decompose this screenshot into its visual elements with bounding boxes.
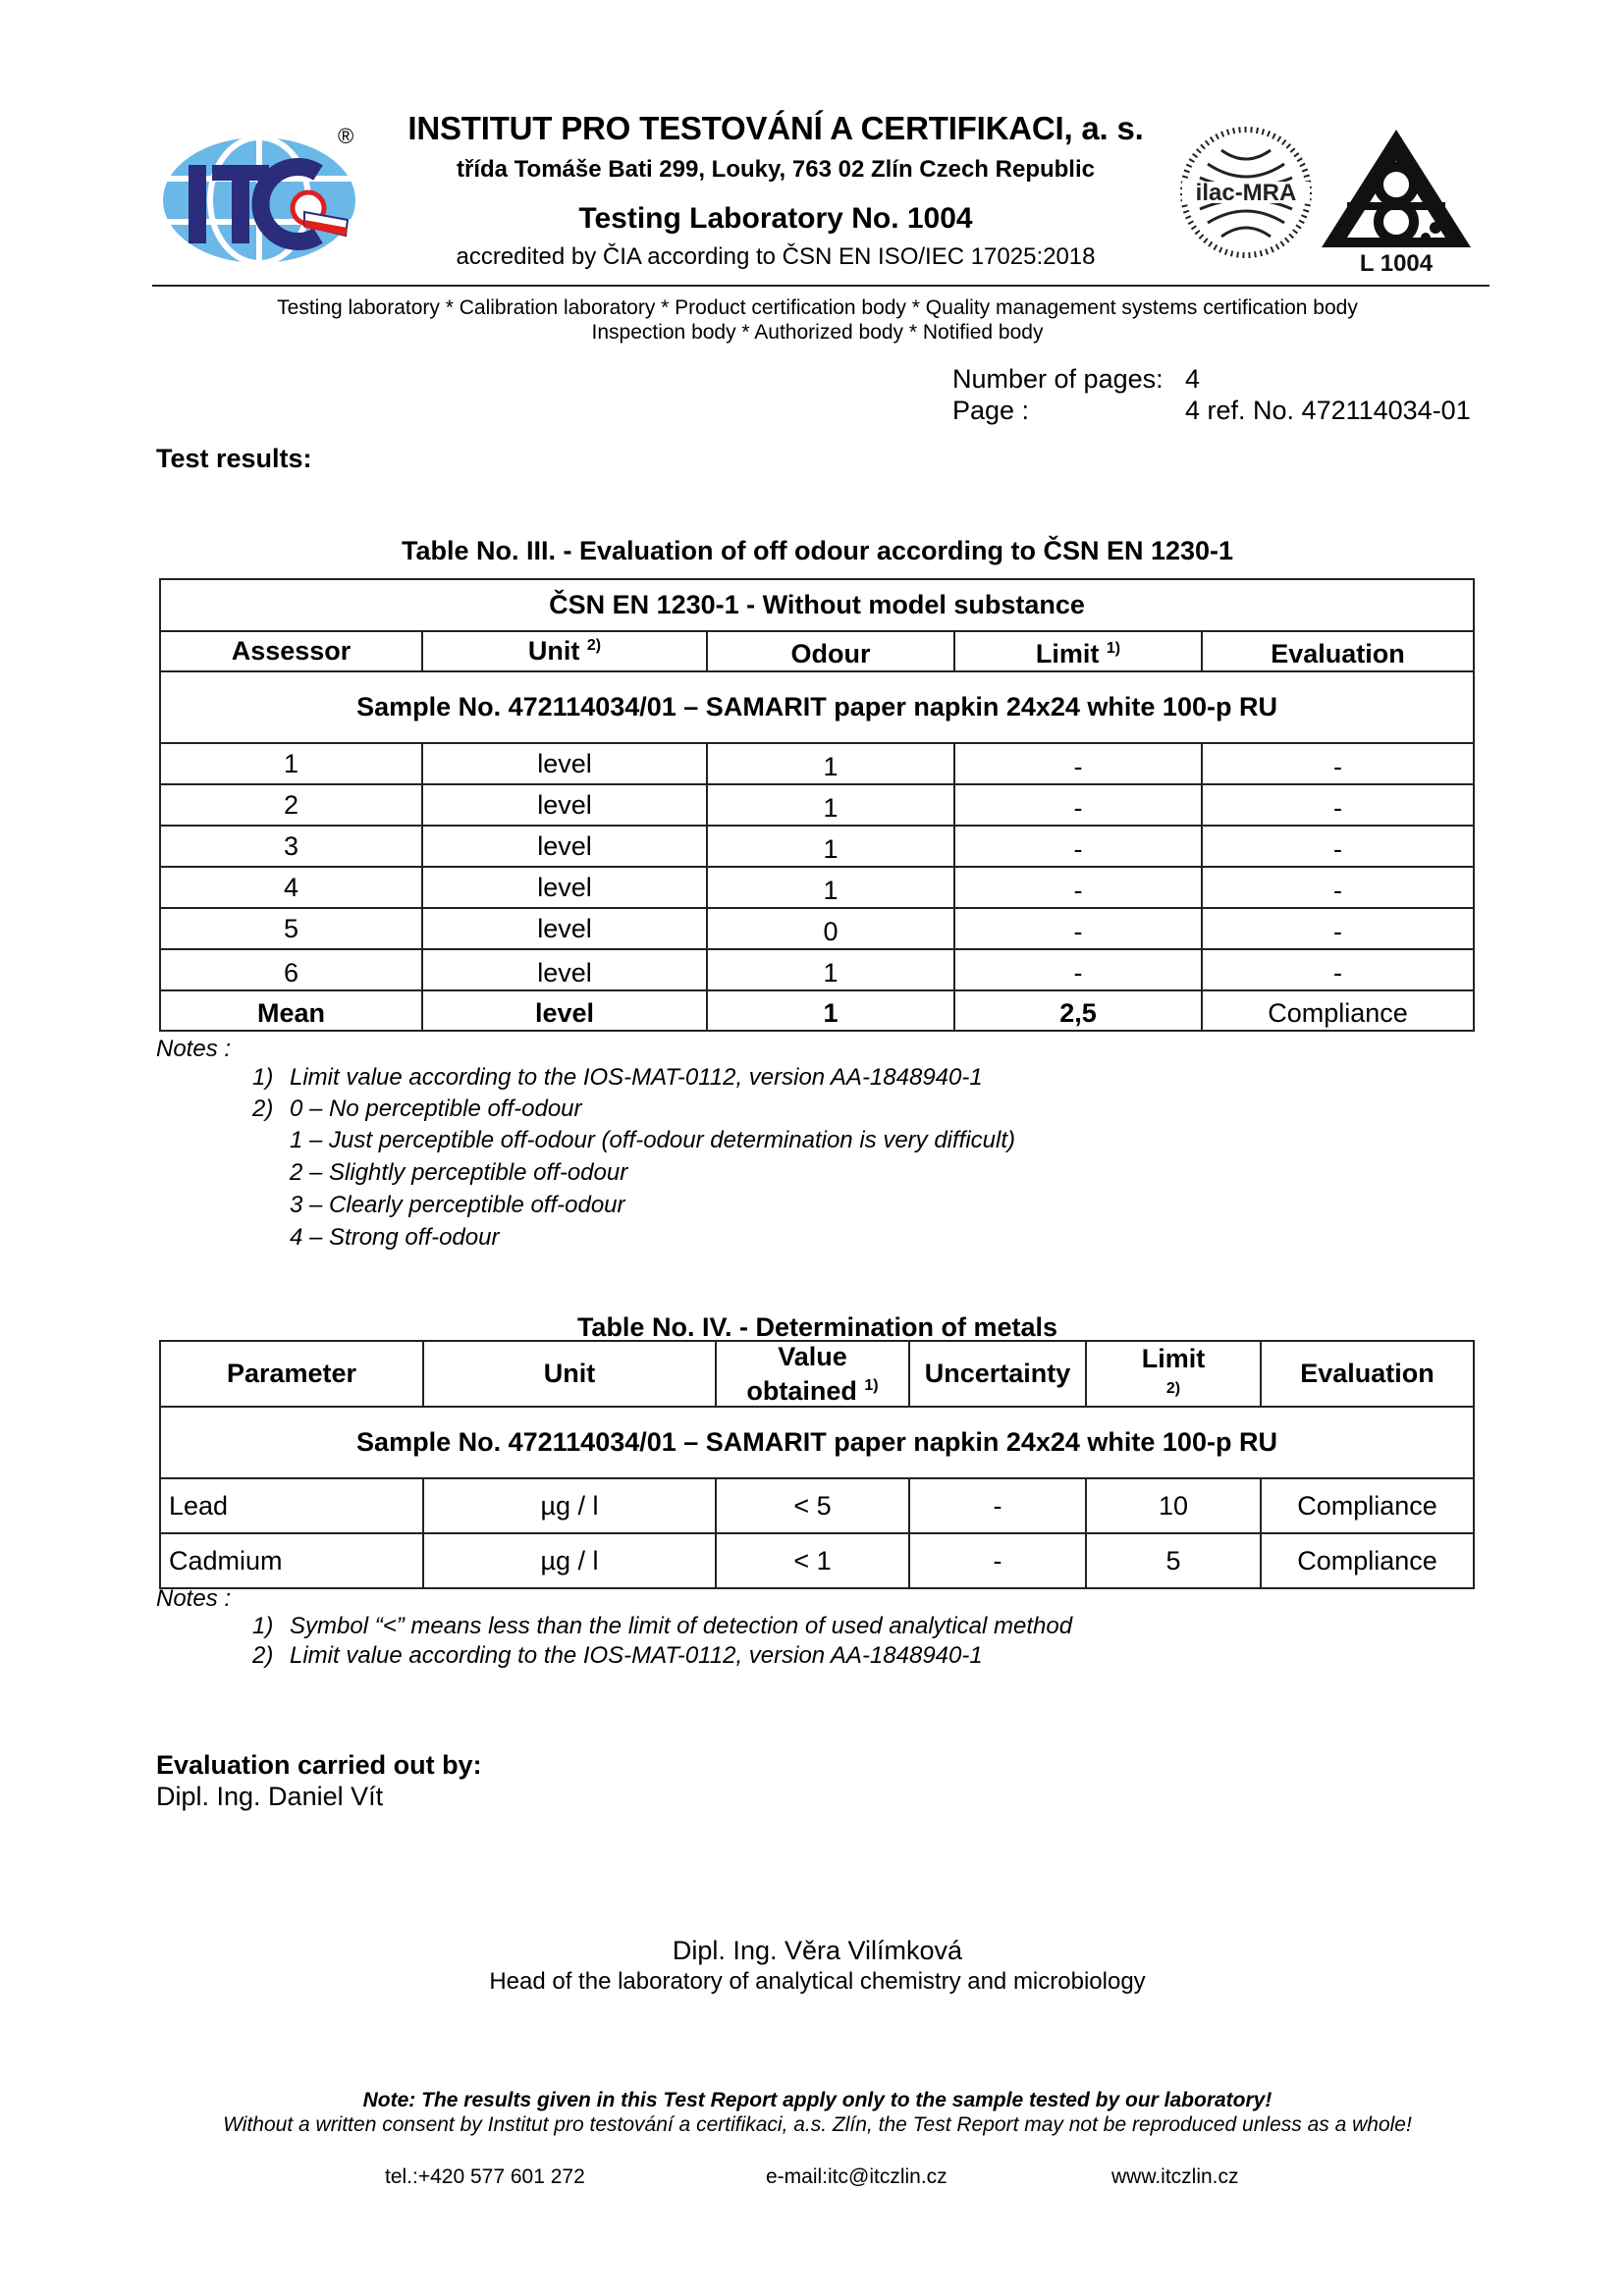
evaluation-cell: Compliance — [1261, 1533, 1474, 1588]
table3-caption: Table No. III. - Evaluation of off odour according to ČSN EN 1230-1 — [401, 536, 1234, 565]
table3-notes-label: Notes : — [156, 1036, 232, 1062]
note-item: 1) Limit value according to the IOS-MAT-0112, version AA-1848940-1 — [252, 1064, 983, 1091]
table-row — [160, 1533, 1474, 1588]
limit-cell: - — [954, 949, 1202, 990]
col-header-unit: Unit — [423, 1341, 716, 1407]
svg-text:ilac-MRA: ilac-MRA — [1195, 180, 1297, 206]
col-header-uncertainty: Uncertainty — [909, 1341, 1086, 1407]
table4-metals — [159, 1340, 1475, 1589]
limit-cell: - — [954, 826, 1202, 867]
table4-header-row — [160, 1341, 1474, 1407]
uncertainty-cell: - — [909, 1533, 1086, 1588]
odour-cell: 1 — [707, 784, 954, 826]
note-item: 2) 0 – No perceptible off-odour — [252, 1095, 582, 1122]
footer-disclaimer-1: Note: The results given in this Test Report apply only to the sample tested by our laboratory! — [362, 2089, 1272, 2111]
table-row — [160, 1478, 1474, 1533]
table4-notes-label: Notes : — [156, 1585, 232, 1612]
footer-phone: tel.:+420 577 601 272 — [385, 2165, 585, 2188]
unit-cell: level — [422, 949, 707, 990]
footer-website-link[interactable]: www.itczlin.cz — [1111, 2165, 1239, 2188]
signatory-name: Dipl. Ing. Věra Vilímková — [672, 1936, 963, 1965]
value-cell: < 1 — [716, 1533, 909, 1588]
table4-caption: Table No. IV. - Determination of metals — [576, 1312, 1058, 1342]
mean-unit-cell: level — [422, 990, 707, 1031]
mean-odour-cell: 1 — [707, 990, 954, 1031]
signatory-title: Head of the laboratory of analytical chemistry and microbiology — [489, 1968, 1146, 1995]
header-divider — [152, 285, 1489, 287]
note-item: 1 – Just perceptible off-odour (off-odour determination is very difficult) — [290, 1127, 1016, 1153]
evaluation-cell: - — [1202, 826, 1474, 867]
parameter-cell: Cadmium — [160, 1533, 423, 1588]
assessor-cell: 1 — [160, 743, 422, 784]
organization-address: třída Tomáše Bati 299, Louky, 763 02 Zlín Czech Republic — [457, 156, 1095, 183]
registered-mark: ® — [338, 124, 354, 148]
mean-limit-cell: 2,5 — [954, 990, 1202, 1031]
assessor-cell: 5 — [160, 908, 422, 949]
col-header-odour: Odour — [707, 631, 954, 671]
page-ref-value: 4 ref. No. 472114034-01 — [1185, 396, 1471, 425]
col-header-evaluation: Evaluation — [1261, 1341, 1474, 1407]
limit-cell: 10 — [1086, 1478, 1261, 1533]
table-row — [160, 908, 1474, 949]
evaluation-cell: Compliance — [1261, 1478, 1474, 1533]
evaluation-by-label: Evaluation carried out by: — [156, 1750, 482, 1780]
table-row — [160, 867, 1474, 908]
table3-notes — [252, 1064, 1234, 1256]
pages-count-value: 4 — [1185, 364, 1201, 394]
limit-cell: - — [954, 867, 1202, 908]
note-item: 2 – Slightly perceptible off-odour — [290, 1159, 628, 1186]
assessor-cell: 3 — [160, 826, 422, 867]
evaluator-name: Dipl. Ing. Daniel Vít — [156, 1782, 384, 1811]
section-title: Test results: — [156, 444, 312, 473]
col-header-limit: Limit $^{1)}$ — [954, 631, 1202, 671]
table-row — [160, 826, 1474, 867]
table-row — [160, 784, 1474, 826]
table3-subtitle: ČSN EN 1230-1 - Without model substance — [160, 579, 1474, 631]
table4-notes — [252, 1613, 1234, 1672]
odour-cell: 1 — [707, 949, 954, 990]
evaluation-cell: - — [1202, 867, 1474, 908]
accreditation-line: accredited by ČIA according to ČSN EN ISO/IEC 17025:2018 — [456, 243, 1096, 270]
table-row — [160, 949, 1474, 990]
col-header-parameter: Parameter — [160, 1341, 423, 1407]
col-header-assessor: Assessor — [160, 631, 422, 671]
unit-cell: level — [422, 743, 707, 784]
odour-cell: 1 — [707, 743, 954, 784]
limit-cell: - — [954, 784, 1202, 826]
table3-mean-row — [160, 990, 1474, 1031]
limit-cell: 5 — [1086, 1533, 1261, 1588]
cia-accreditation-logo-icon — [1318, 126, 1475, 275]
unit-cell: level — [422, 826, 707, 867]
evaluation-cell: - — [1202, 784, 1474, 826]
organization-name: INSTITUT PRO TESTOVÁNÍ A CERTIFIKACI, a. s. — [407, 110, 1144, 146]
assessor-cell: 2 — [160, 784, 422, 826]
mean-label-cell: Mean — [160, 990, 422, 1031]
table3-sample-row: Sample No. 472114034/01 – SAMARIT paper napkin 24x24 white 100-p RU — [160, 671, 1474, 743]
services-line-2: Inspection body * Authorized body * Notified body — [591, 321, 1044, 344]
footer-email-link[interactable]: e-mail:itc@itczlin.cz — [766, 2165, 947, 2188]
page-label: Page : — [952, 396, 1030, 425]
unit-cell: µg / l — [423, 1478, 716, 1533]
itc-logo-icon — [161, 124, 367, 267]
pages-count-label: Number of pages: — [952, 364, 1164, 394]
ilac-mra-logo-icon — [1178, 125, 1314, 260]
unit-cell: level — [422, 867, 707, 908]
odour-cell: 1 — [707, 867, 954, 908]
assessor-cell: 6 — [160, 949, 422, 990]
col-header-limit: Limit 2) — [1086, 1341, 1261, 1407]
note-item: 4 – Strong off-odour — [290, 1224, 500, 1251]
mean-evaluation-cell: Compliance — [1202, 990, 1474, 1031]
svg-text:L 1004: L 1004 — [1359, 250, 1434, 275]
parameter-cell: Lead — [160, 1478, 423, 1533]
table3-header-row — [160, 631, 1474, 671]
table3-odour-evaluation — [159, 578, 1475, 1032]
limit-cell: - — [954, 908, 1202, 949]
unit-cell: level — [422, 908, 707, 949]
table4-sample-row: Sample No. 472114034/01 – SAMARIT paper napkin 24x24 white 100-p RU — [160, 1407, 1474, 1478]
col-header-unit: Unit $^{2)}$ — [422, 631, 707, 671]
col-header-value-obtained: Value obtained $^{1)}$ — [716, 1341, 909, 1407]
evaluation-cell: - — [1202, 743, 1474, 784]
odour-cell: 0 — [707, 908, 954, 949]
evaluation-cell: - — [1202, 908, 1474, 949]
footer-disclaimer-2: Without a written consent by Institut pro testování a certifikaci, a.s. Zlín, the Test Report may not be reproduced unless as a whole! — [223, 2113, 1412, 2136]
value-cell: < 5 — [716, 1478, 909, 1533]
services-line-1: Testing laboratory * Calibration laboratory * Product certification body * Quality management systems certification body — [277, 296, 1358, 319]
col-header-evaluation: Evaluation — [1202, 631, 1474, 671]
evaluation-cell: - — [1202, 949, 1474, 990]
odour-cell: 1 — [707, 826, 954, 867]
assessor-cell: 4 — [160, 867, 422, 908]
limit-cell: - — [954, 743, 1202, 784]
unit-cell: µg / l — [423, 1533, 716, 1588]
uncertainty-cell: - — [909, 1478, 1086, 1533]
note-item: 3 – Clearly perceptible off-odour — [290, 1192, 625, 1218]
note-item: 1) Symbol “<” means less than the limit of detection of used analytical method — [252, 1613, 1073, 1639]
lab-number: Testing Laboratory No. 1004 — [578, 202, 973, 235]
note-item: 2) Limit value according to the IOS-MAT-0112, version AA-1848940-1 — [252, 1642, 983, 1669]
table-row — [160, 743, 1474, 784]
unit-cell: level — [422, 784, 707, 826]
